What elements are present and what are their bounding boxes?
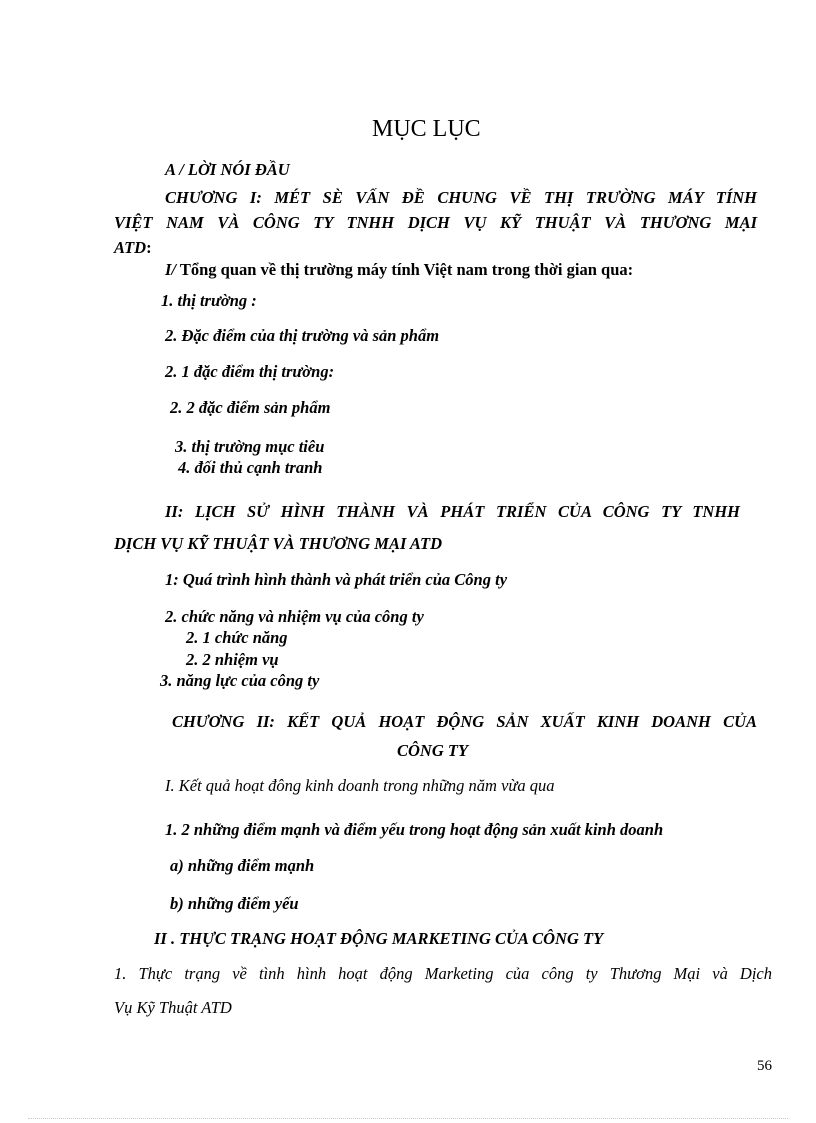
toc-chapter-2-item-b: b) những điểm yếu (170, 894, 299, 913)
toc-item-3: 3. thị trường mục tiêu (175, 437, 325, 456)
toc-chapter-1-line-1: CHƯƠNG I: MÉT SÈ VẤN ĐỀ CHUNG VỀ THỊ TRƯỜNG MÁY TÍNH (165, 188, 757, 207)
toc-item-ii-3: 3. năng lực của công ty (160, 671, 320, 690)
page-bottom-rule (28, 1118, 788, 1119)
toc-section-marketing: II . THỰC TRẠNG HOẠT ĐỘNG MARKETING CỦA CÔNG TY (154, 929, 604, 948)
toc-section-ii-line-2: DỊCH VỤ KỸ THUẬT VÀ THƯƠNG MẠI ATD (114, 534, 443, 553)
toc-item-4: 4. đối thủ cạnh tranh (178, 458, 323, 477)
toc-section-ii-line-1: II: LỊCH SỬ HÌNH THÀNH VÀ PHÁT TRIỂN CỦA CÔNG TY TNHH (165, 502, 740, 521)
toc-marketing-item-line-1: 1. Thực trạng về tình hình hoạt động Marketing của công ty Thương Mại và Dịch (114, 964, 772, 983)
toc-chapter-1-line-3: ATD: (114, 238, 152, 257)
toc-chapter-2-line-2: CÔNG TY (397, 741, 469, 760)
toc-chapter-2-item-1-2: 1. 2 những điểm mạnh và điểm yếu trong hoạt động sản xuất kinh doanh (165, 820, 664, 839)
toc-chapter-1-line-2: VIỆT NAM VÀ CÔNG TY TNHH DỊCH VỤ KỸ THUẬT VÀ THƯƠNG MẠI (114, 213, 757, 232)
toc-item-2-2: 2. 2 đặc điểm sản phẩm (170, 398, 331, 417)
toc-item-ii-1: 1: Quá trình hình thành và phát triển của Công ty (165, 570, 508, 589)
toc-item-ii-2-2: 2. 2 nhiệm vụ (186, 650, 279, 669)
toc-entry-preface: A / LỜI NÓI ĐẦU (165, 160, 290, 179)
toc-chapter-2-line-1: CHƯƠNG II: KẾT QUẢ HOẠT ĐỘNG SẢN XUẤT KINH DOANH CỦA (172, 712, 757, 731)
toc-item-ii-2-1: 2. 1 chức năng (186, 628, 288, 647)
page-number: 56 (757, 1058, 772, 1074)
toc-chapter-2-item-i: I. Kết quả hoạt đông kinh doanh trong những năm vừa qua (165, 776, 555, 795)
toc-chapter-2-item-a: a) những điểm mạnh (170, 856, 315, 875)
toc-item-1: 1. thị trường : (161, 291, 257, 310)
toc-marketing-item-line-2: Vụ Kỹ Thuật ATD (114, 998, 232, 1017)
page-title: MỤC LỤC (372, 116, 481, 142)
toc-section-i: I/ Tổng quan về thị trường máy tính Việt nam trong thời gian qua: (165, 260, 634, 279)
toc-item-ii-2: 2. chức năng và nhiệm vụ của công ty (165, 607, 424, 626)
toc-item-2-1: 2. 1 đặc điểm thị trường: (165, 362, 335, 381)
toc-item-2: 2. Đặc điểm của thị trường và sản phẩm (165, 326, 440, 345)
